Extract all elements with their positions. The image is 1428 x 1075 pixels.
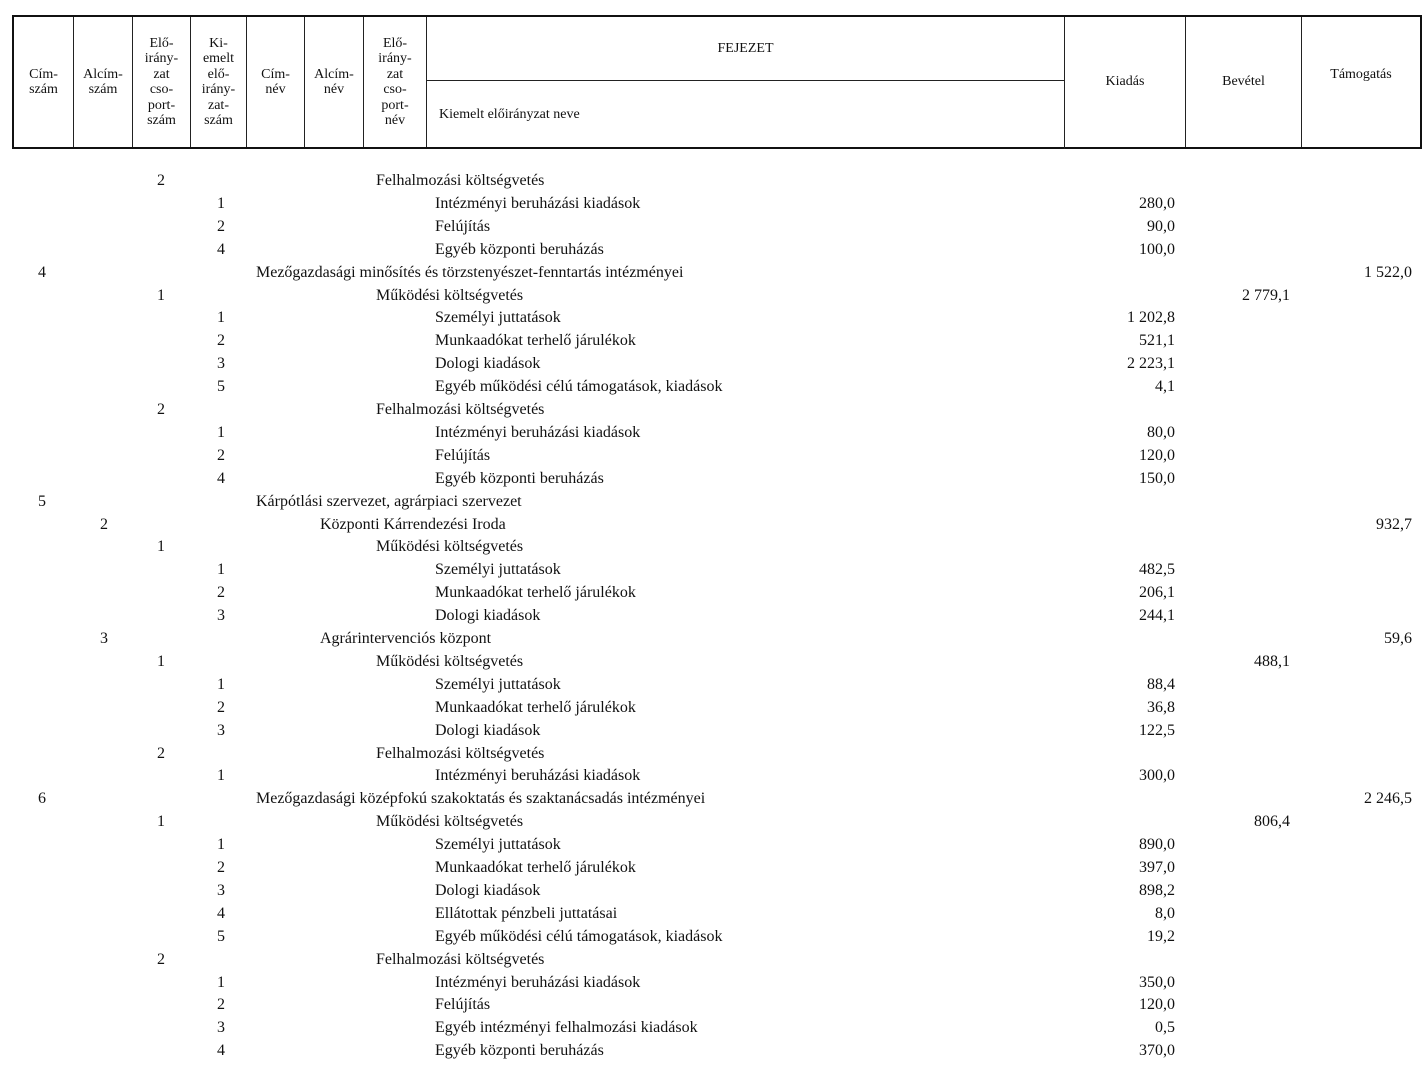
item-name: Munkaadókat terhelő járulékok — [435, 698, 636, 716]
table-row — [0, 423, 1428, 445]
eloiranyzat-csoport-cell: 1 — [157, 652, 165, 670]
kiemelt-eloiranyzat-cell: 3 — [217, 881, 225, 899]
kiemelt-eloiranyzat-cell: 3 — [217, 607, 225, 625]
kiemelt-eloiranyzat-cell: 5 — [217, 927, 225, 945]
kiemelt-eloiranyzat-cell: 3 — [217, 355, 225, 373]
kiemelt-eloiranyzat-cell: 2 — [217, 996, 225, 1014]
header-line: cso- — [383, 82, 407, 97]
kiadas-value: 4,1 — [1155, 378, 1175, 396]
item-name: Mezőgazdasági középfokú szakoktatás és szaktanácsadás intézményei — [256, 790, 706, 808]
kiadas-value: 19,2 — [1147, 927, 1175, 945]
item-name: Egyéb központi beruházás — [435, 240, 604, 258]
item-name: Működési költségvetés — [376, 286, 524, 304]
table-row — [0, 881, 1428, 903]
item-name: Működési költségvetés — [376, 538, 524, 556]
table-row — [0, 927, 1428, 949]
header-cimnev — [247, 17, 305, 147]
bevetel-value: 488,1 — [1254, 652, 1290, 670]
kiadas-value: 122,5 — [1139, 721, 1175, 739]
table-row — [0, 812, 1428, 834]
kiadas-value: 0,5 — [1155, 1019, 1175, 1037]
item-name: Munkaadókat terhelő járulékok — [435, 584, 636, 602]
item-name: Működési költségvetés — [376, 652, 524, 670]
item-name: Egyéb működési célú támogatások, kiadások — [435, 378, 723, 396]
table-row — [0, 606, 1428, 628]
kiadas-value: 482,5 — [1139, 561, 1175, 579]
kiadas-value: 100,0 — [1139, 240, 1175, 258]
cimszam-cell: 6 — [38, 790, 46, 808]
kiadas-value: 350,0 — [1139, 973, 1175, 991]
header-bevetel: Bevétel — [1186, 17, 1302, 147]
table-row — [0, 995, 1428, 1017]
kiemelt-eloiranyzat-cell: 1 — [217, 423, 225, 441]
header-line: Ki- — [209, 35, 228, 51]
header-eloiranyzat-csoport-nev — [364, 17, 427, 147]
item-name: Felhalmozási költségvetés — [376, 401, 545, 418]
kiemelt-eloiranyzat-cell: 2 — [217, 446, 225, 464]
item-name: Felújítás — [435, 446, 491, 464]
kiadas-value: 397,0 — [1139, 859, 1175, 876]
table-row — [0, 308, 1428, 330]
kiadas-value: 890,0 — [1139, 836, 1175, 854]
table-row — [0, 1041, 1428, 1063]
header-line: irány- — [201, 82, 236, 97]
bevetel-value: 806,4 — [1254, 813, 1290, 831]
item-name: Egyéb intézményi felhalmozási kiadások — [435, 1019, 698, 1037]
alcimszam-cell: 2 — [100, 515, 108, 533]
header-line: Elő- — [149, 35, 174, 51]
header-line: név — [323, 82, 345, 97]
table-row — [0, 950, 1428, 972]
item-name: Intézményi beruházási kiadások — [435, 767, 641, 785]
item-name: Dologi kiadások — [435, 881, 541, 899]
table-row — [0, 766, 1428, 788]
kiadas-value: 8,0 — [1155, 904, 1175, 922]
header-kiemelt-nev: Kiemelt előirányzat neve — [427, 81, 1065, 149]
header-line: szám — [29, 82, 58, 97]
header-line: szám — [204, 113, 233, 128]
table-row — [0, 377, 1428, 399]
kiemelt-eloiranyzat-cell: 1 — [217, 973, 225, 991]
kiemelt-eloiranyzat-cell: 2 — [217, 332, 225, 350]
kiemelt-eloiranyzat-cell: 2 — [217, 217, 225, 235]
item-name: Egyéb központi beruházás — [435, 469, 604, 487]
item-name: Központi Kárrendezési Iroda — [320, 515, 506, 533]
header-line: irány- — [144, 51, 179, 66]
table-row — [0, 515, 1428, 537]
kiemelt-eloiranyzat-cell: 2 — [217, 584, 225, 602]
header-line: irány- — [378, 51, 412, 66]
kiemelt-eloiranyzat-cell: 4 — [217, 240, 225, 258]
table-row — [0, 973, 1428, 995]
table-row — [0, 560, 1428, 582]
kiadas-value: 120,0 — [1139, 996, 1175, 1014]
header-line: név — [265, 82, 286, 97]
kiadas-value: 90,0 — [1147, 217, 1175, 235]
item-name: Dologi kiadások — [435, 607, 541, 625]
table-row — [0, 331, 1428, 353]
header-kiadas: Kiadás — [1065, 17, 1186, 147]
kiemelt-eloiranyzat-cell: 2 — [217, 698, 225, 716]
header-fejezet: FEJEZET — [427, 17, 1065, 81]
item-name: Felhalmozási költségvetés — [376, 172, 545, 189]
eloiranyzat-csoport-cell: 2 — [157, 950, 165, 968]
table-row — [0, 171, 1428, 193]
item-name: Intézményi beruházási kiadások — [435, 194, 641, 212]
kiemelt-eloiranyzat-cell: 3 — [217, 721, 225, 739]
kiadas-value: 280,0 — [1139, 194, 1175, 212]
table-row — [0, 263, 1428, 285]
header-line: szám — [88, 82, 118, 97]
item-name: Felújítás — [435, 217, 491, 235]
item-name: Munkaadókat terhelő járulékok — [435, 332, 636, 350]
header-cimszam — [14, 17, 74, 147]
kiemelt-eloiranyzat-cell: 4 — [217, 1042, 225, 1060]
header-line: elő- — [207, 66, 230, 82]
header-line: port- — [381, 97, 409, 113]
table-row — [0, 354, 1428, 376]
header-eloiranyzat-csoport-szam — [133, 17, 191, 147]
header-line: zat- — [208, 97, 229, 113]
item-name: Személyi juttatások — [435, 561, 561, 579]
table-row — [0, 194, 1428, 216]
item-name: Felhalmozási költségvetés — [376, 744, 545, 762]
kiemelt-eloiranyzat-cell: 1 — [217, 561, 225, 579]
table-row — [0, 1018, 1428, 1040]
kiemelt-eloiranyzat-cell: 1 — [217, 194, 225, 212]
tamogatas-value: 1 522,0 — [1364, 263, 1412, 281]
table-row — [0, 744, 1428, 766]
item-name: Dologi kiadások — [435, 355, 541, 373]
kiadas-value: 1 202,8 — [1127, 309, 1175, 327]
kiemelt-eloiranyzat-cell: 4 — [217, 469, 225, 487]
kiemelt-eloiranyzat-cell: 1 — [217, 767, 225, 785]
table-row — [0, 789, 1428, 811]
table-row — [0, 446, 1428, 468]
kiadas-value: 120,0 — [1139, 446, 1175, 464]
table-header — [12, 15, 1422, 149]
table-row — [0, 492, 1428, 514]
kiemelt-eloiranyzat-cell: 1 — [217, 675, 225, 693]
tamogatas-value: 932,7 — [1376, 515, 1412, 533]
kiadas-value: 2 223,1 — [1127, 355, 1175, 373]
header-line: zat — [153, 66, 170, 82]
header-line: Alcím- — [314, 66, 354, 82]
eloiranyzat-csoport-cell: 2 — [157, 172, 165, 189]
table-row — [0, 240, 1428, 262]
kiadas-value: 370,0 — [1139, 1042, 1175, 1060]
cimszam-cell: 4 — [38, 263, 46, 281]
kiadas-value: 206,1 — [1139, 584, 1175, 602]
kiadas-value: 80,0 — [1147, 423, 1175, 441]
item-name: Felhalmozási költségvetés — [376, 950, 545, 968]
tamogatas-value: 2 246,5 — [1364, 790, 1412, 808]
tamogatas-value: 59,6 — [1384, 630, 1412, 647]
kiadas-value: 244,1 — [1139, 607, 1175, 625]
header-line: port- — [147, 97, 176, 113]
kiadas-value: 36,8 — [1147, 698, 1175, 716]
header-line: Cím- — [29, 66, 58, 82]
table-row — [0, 217, 1428, 239]
table-row — [0, 537, 1428, 559]
item-name: Személyi juttatások — [435, 309, 561, 327]
header-line: szám — [147, 113, 176, 128]
header-line: zat — [386, 66, 404, 82]
header-tamogatas: Támogatás — [1330, 67, 1392, 83]
table-row — [0, 583, 1428, 605]
kiemelt-eloiranyzat-cell: 1 — [217, 309, 225, 327]
kiemelt-eloiranyzat-cell: 2 — [217, 859, 225, 876]
table-row — [0, 721, 1428, 743]
header-alcimnev — [305, 17, 364, 147]
item-name: Agrárintervenciós központ — [320, 630, 492, 647]
kiadas-value: 300,0 — [1139, 767, 1175, 785]
table-row — [0, 652, 1428, 674]
kiemelt-eloiranyzat-cell: 1 — [217, 836, 225, 854]
item-name: Egyéb központi beruházás — [435, 1042, 604, 1060]
header-line: emelt — [202, 51, 235, 66]
item-name: Mezőgazdasági minősítés és törzstenyészet-fenntartás intézményei — [256, 263, 684, 281]
header-alcimszam — [74, 17, 133, 147]
header-line: Cím- — [261, 66, 290, 82]
eloiranyzat-csoport-cell: 1 — [157, 286, 165, 304]
table-row — [0, 858, 1428, 880]
header-line: név — [384, 113, 406, 128]
kiadas-value: 521,1 — [1139, 332, 1175, 350]
header-kiemelt-eloiranyzat-szam — [191, 17, 247, 147]
table-row — [0, 904, 1428, 926]
kiadas-value: 88,4 — [1147, 675, 1175, 693]
item-name: Személyi juttatások — [435, 836, 561, 854]
header-line: Alcím- — [83, 66, 123, 82]
table-row — [0, 286, 1428, 308]
item-name: Kárpótlási szervezet, agrárpiaci szervezet — [256, 492, 522, 510]
kiadas-value: 898,2 — [1139, 881, 1175, 899]
table-row — [0, 629, 1428, 651]
item-name: Intézményi beruházási kiadások — [435, 973, 641, 991]
table-row — [0, 469, 1428, 491]
item-name: Intézményi beruházási kiadások — [435, 423, 641, 441]
item-name: Egyéb működési célú támogatások, kiadások — [435, 927, 723, 945]
eloiranyzat-csoport-cell: 2 — [157, 401, 165, 418]
item-name: Dologi kiadások — [435, 721, 541, 739]
eloiranyzat-csoport-cell: 2 — [157, 744, 165, 762]
kiemelt-eloiranyzat-cell: 3 — [217, 1019, 225, 1037]
item-name: Személyi juttatások — [435, 675, 561, 693]
header-line: cso- — [149, 82, 174, 97]
kiemelt-eloiranyzat-cell: 5 — [217, 378, 225, 396]
eloiranyzat-csoport-cell: 1 — [157, 813, 165, 831]
item-name: Ellátottak pénzbeli juttatásai — [435, 904, 618, 922]
alcimszam-cell: 3 — [100, 630, 108, 647]
item-name: Működési költségvetés — [376, 813, 524, 831]
table-row — [0, 835, 1428, 857]
eloiranyzat-csoport-cell: 1 — [157, 538, 165, 556]
kiadas-value: 150,0 — [1139, 469, 1175, 487]
kiemelt-eloiranyzat-cell: 4 — [217, 904, 225, 922]
item-name: Munkaadókat terhelő járulékok — [435, 859, 636, 876]
table-row — [0, 675, 1428, 697]
table-row — [0, 698, 1428, 720]
table-row — [0, 400, 1428, 422]
cimszam-cell: 5 — [38, 492, 46, 510]
bevetel-value: 2 779,1 — [1242, 286, 1290, 304]
header-line: Elő- — [382, 35, 408, 51]
item-name: Felújítás — [435, 996, 491, 1014]
